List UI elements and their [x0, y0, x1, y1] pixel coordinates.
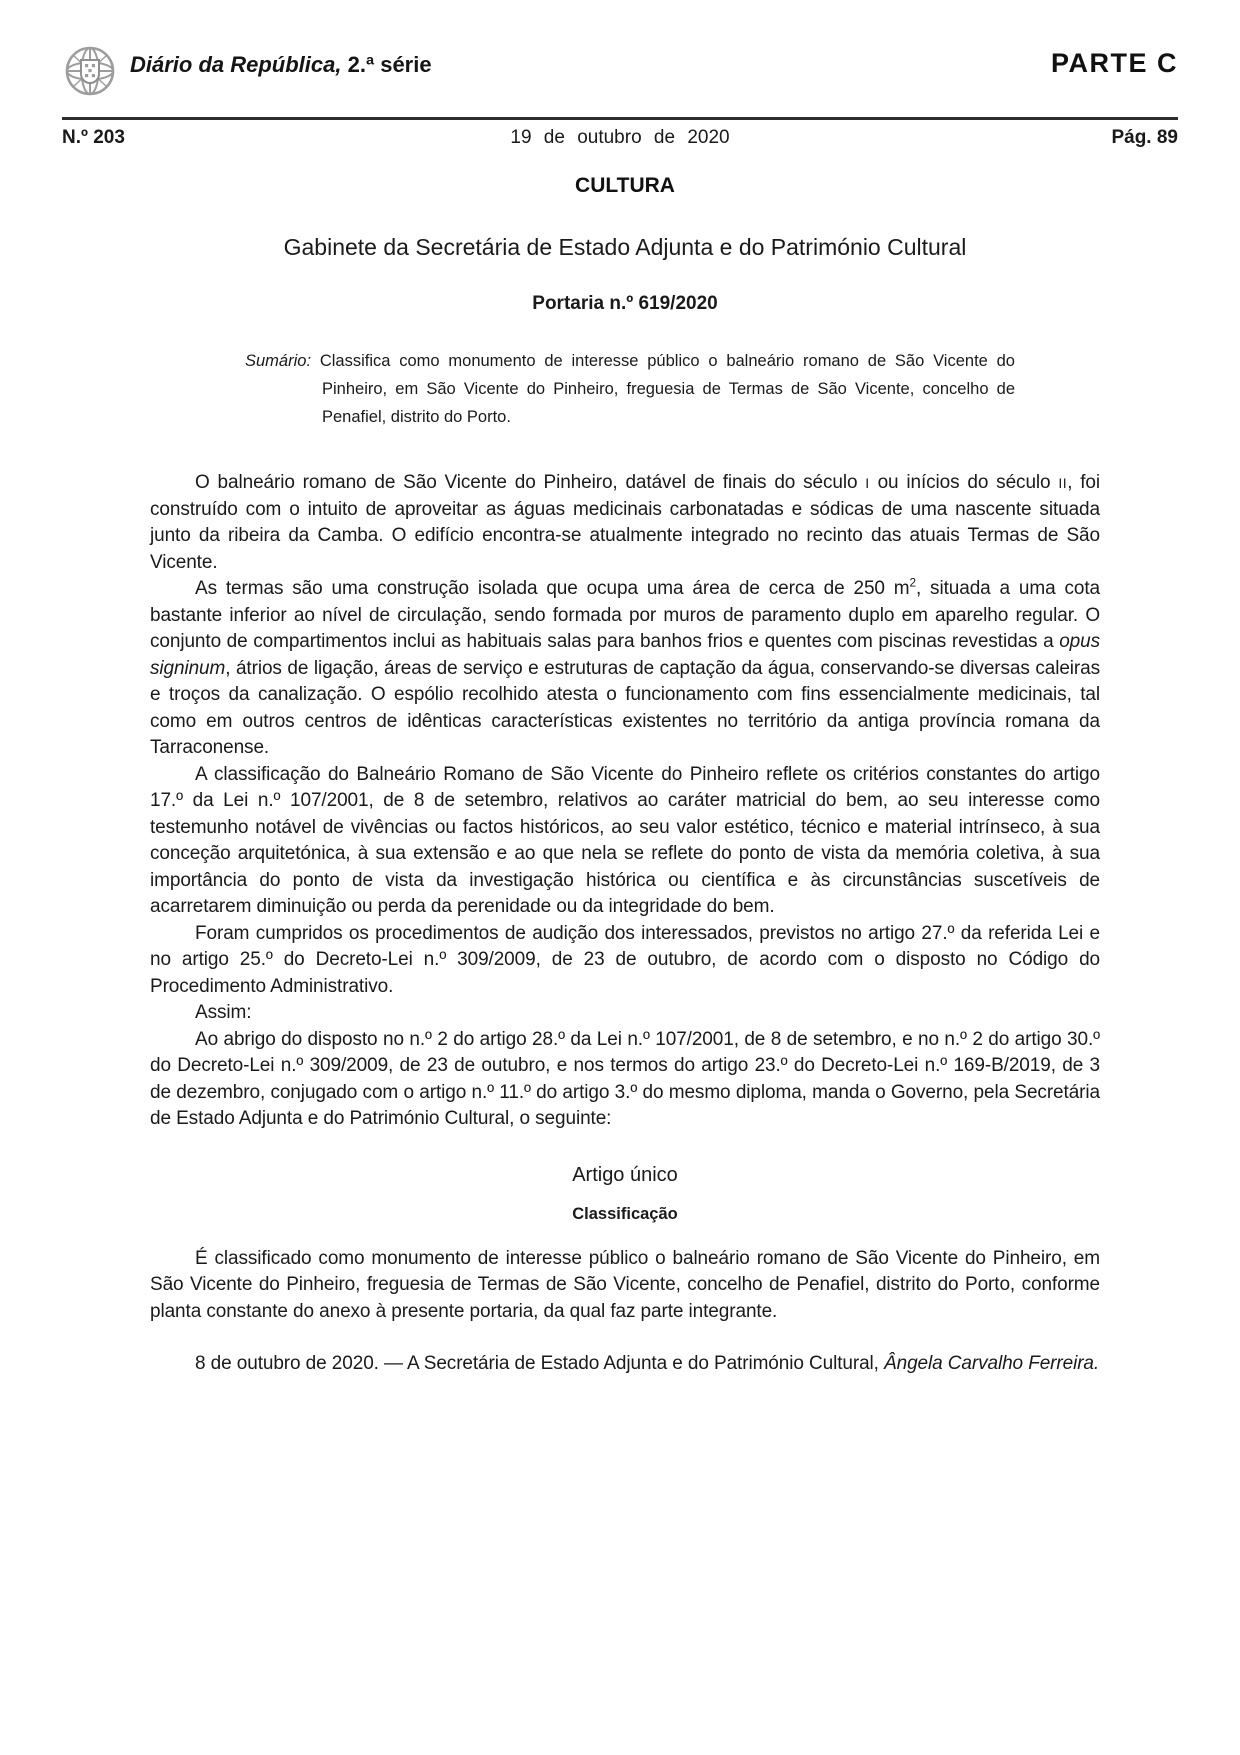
article-body: É classificado como monumento de interesse público o balneário romano de São Vicente do Pinheiro, em São Vicente do Pinheiro, freguesia de Termas de São Vicente, concelho de Penafiel, distrito do Porto, conforme planta constante do anexo à presente portaria, da qual faz parte integrante. [150, 1247, 1100, 1322]
section-heading: CULTURA [575, 174, 675, 197]
paragraph: As termas são uma construção isolada que ocupa uma área de cerca de 250 $m^2$, situada a uma cota bastante inferior ao nível de circulação, sendo formada por muros de paramento duplo em aparelho regular. O conjunto de compartimentos inclui as habituais salas para banhos frios e quentes com piscinas revestidas a opus signinum, átrios de ligação, áreas de serviço e estruturas de captação da água, conservando-se diversas caleiras e troços da canalização. O espólio recolhido atesta o funcionamento com fins essencialmente medicinais, tal como em outros centros de idênticas características existentes no território da antiga província romana da Tarraconense. [150, 576, 1100, 758]
portuguese-republic-armillary-emblem-icon [64, 40, 116, 102]
summary-block [245, 347, 1015, 431]
page-number: Pág. 89 [1111, 127, 1178, 148]
paragraph: O balneário romano de São Vicente do Pinheiro, datável de finais do século I ou inícios do século II, foi construído com o intuito de aproveitar as águas medicinais carbonatadas e sódicas de uma nascente situada junto da ribeira da Camba. O edifício encontra-se atualmente integrado no recinto das atuais Termas de São Vicente. [150, 472, 1100, 573]
summary-text: Classifica como monumento de interesse público o balneário romano de São Vicente do Pinheiro, em São Vicente do Pinheiro, freguesia de Termas de São Vicente, concelho de Penafiel, distrito do Porto. [319, 352, 1015, 426]
paragraph: Assim: [195, 1002, 252, 1023]
part-label: PARTE C [1050, 48, 1178, 78]
article-heading: Artigo único [572, 1163, 678, 1186]
issue-date: 19 de outubro de 2020 [510, 127, 730, 148]
document-title: Portaria n.º 619/2020 [532, 293, 718, 314]
document-body [150, 0, 1100, 1378]
office-heading: Gabinete da Secretária de Estado Adjunta e do Património Cultural [283, 234, 967, 260]
signature-line: 8 de outubro de 2020. — A Secretária de Estado Adjunta e do Património Cultural, Ângela Carvalho Ferreira. [195, 1353, 1100, 1374]
paragraph-list [150, 470, 1100, 1133]
paragraph: Ao abrigo do disposto no n.º 2 do artigo 28.º da Lei n.º 107/2001, de 8 de setembro, e no n.º 2 do artigo 30.º do Decreto-Lei n.º 309/2009, de 23 de outubro, e nos termos do artigo 23.º do Decreto-Lei n.º 169-B/2019, de 3 de dezembro, conjugado com o artigo n.º 11.º do artigo 3.º do mesmo diploma, manda o Governo, pela Secretária de Estado Adjunta e do Património Cultural, o seguinte: [150, 1028, 1100, 1129]
publication-title-series: 2.ª série [341, 52, 432, 77]
paragraph: Foram cumpridos os procedimentos de audição dos interessados, previstos no artigo 27.º da referida Lei e no artigo 25.º do Decreto-Lei n.º 309/2009, de 23 de outubro, de acordo com o disposto no Código do Procedimento Administrativo. [150, 922, 1100, 997]
paragraph: A classificação do Balneário Romano de São Vicente do Pinheiro reflete os critérios constantes do artigo 17.º da Lei n.º 107/2001, de 8 de setembro, relativos ao caráter matricial do bem, ao seu interesse como testemunho notável de vivências ou factos históricos, ao seu valor estético, técnico e material intrínseco, à sua conceção arquitetónica, à sua extensão e ao que nela se reflete do ponto de vista da memória coletiva, à sua importância do ponto de vista da investigação histórica ou científica e às circunstâncias suscetíveis de acarretarem diminuição ou perda da perenidade ou da integridade do bem. [150, 763, 1100, 917]
article-subheading: Classificação [572, 1204, 678, 1223]
issue-number: N.º 203 [62, 127, 125, 148]
publication-title-italic: Diário da República, [130, 52, 342, 77]
summary-label: Sumário: [245, 352, 312, 370]
